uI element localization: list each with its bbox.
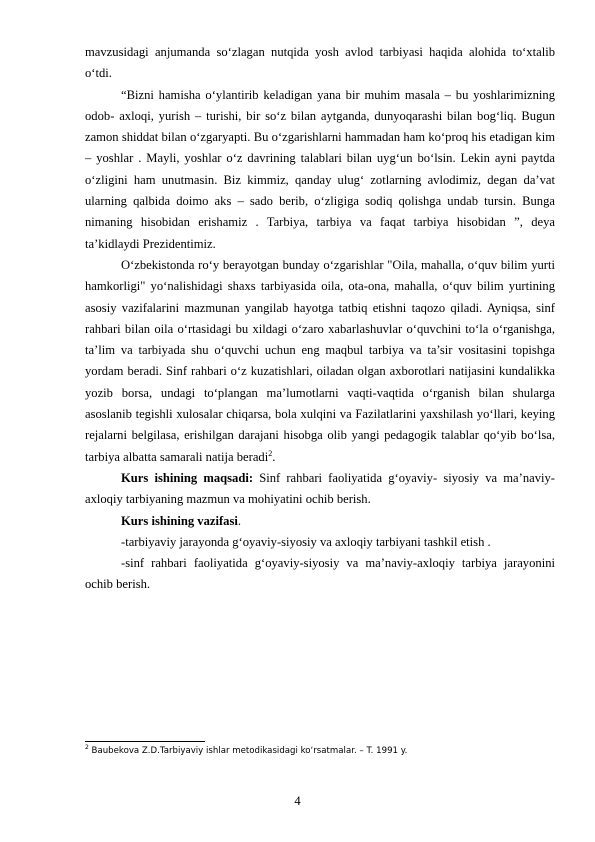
task-item-2: -sinf rahbari faoliyatida g‘oyaviy-siyosiy va ma’naviy-axloqiy tarbiya jarayonini ochib berish. <box>85 556 555 592</box>
course-goal-label: Kurs ishining maqsadi: <box>121 470 254 485</box>
footnote <box>85 745 555 757</box>
footnote-mark: 2 <box>85 744 89 752</box>
page-number: 4 <box>294 794 301 808</box>
footnote-text: Baubekova Z.D.Tarbiyaviy ishlar metodikasidagi ko‘rsatmalar. – T. 1991 y. <box>88 746 408 756</box>
paragraph-3-end: . <box>272 449 276 464</box>
quote-paragraph: “Bizni hamisha o‘ylantirib keladigan yana bir muhim masala – bu yoshlarimizning odob- axloqi, yurish – turishi, bir so‘z bilan aytganda, dunyoqarashi bilan bog‘liq. Bugun zamon shiddat bilan o‘zgaryapti. Bu o‘zgarishlarni hammadan ham ko‘proq his etadigan kim – yoshlar . Mayli, yoshlar o‘z davrining talablari bilan uyg‘un bo‘lsin. Lekin ayni paytda o‘zligini ham unutmasin. Biz kimmiz, qanday ulug‘ zotlarning avlodimiz, degan da’vat ularning qalbida doimo aks – sado berib, o‘zligiga sodiq qolishga undab tursin. Bunga nimaning hisobidan erishamiz . Tarbiya, tarbiya va faqat tarbiya hisobidan ”, deya ta’kidlaydi Prezidentimiz. <box>85 87 555 251</box>
course-goal-text: Sinf rahbari faoliyatida g‘oyaviy- siyosiy va ma’naviy- axloqiy tarbiyaning mazmun va mohiyatini ochib berish. <box>85 470 555 507</box>
body-text <box>85 42 555 596</box>
footnote-divider <box>85 741 205 742</box>
paragraph-1: mavzusidagi anjumanda so‘zlagan nutqida yosh avlod tarbiyasi haqida alohida to‘xtalib o‘tdi. <box>85 45 555 81</box>
course-goal-paragraph <box>85 468 555 511</box>
course-tasks-label: Kurs ishining vazifasi <box>121 513 238 528</box>
paragraph-3-text: O‘zbekistonda ro‘y berayotgan bunday o‘zgarishlar "Oila, mahalla, o‘quv bilim yurti hamkorligi" yo‘nalishidagi shaxs tarbiyasida oila, ota-ona, mahalla, o‘quv bilim yurtining asosiy vazifalarini mazmunan yangilab hayotga tatbiq etishni taqozo qiladi. Ayniqsa, sinf rahbari bilan oila o‘rtasidagi bu xildagi o‘zaro xabarlashuvlar o‘quvchini to‘la o‘rganishga, ta’lim va tarbiyada shu o‘quvchi uchun eng maqbul tarbiya va ta’sir vositasini topishga yordam beradi. Sinf rahbari o‘z kuzatishlari, oiladan olgan axborotlari natijasini kundalikka yozib borsa, undagi to‘plangan ma’lumotlarni vaqti-vaqtida o‘rganish bilan shularga asoslanib tegishli xulosalar chiqarsa, bola xulqini va Fazilatlarini yaxshilash yo‘llari, keying rejalarni belgilasa, erishilgan darajani hisobga olib yangi pedagogik talablar qo‘yib bo‘lsa, tarbiya albatta samarali natija beradi <box>85 257 555 464</box>
task-item-1: -tarbiyaviy jarayonda g‘oyaviy-siyosiy va axloqiy tarbiyani tashkil etish . <box>121 534 491 549</box>
course-tasks-end: . <box>237 513 242 528</box>
paragraph-3 <box>85 255 555 468</box>
course-tasks-heading <box>85 511 555 532</box>
footnote-reference: 2 <box>268 448 273 458</box>
